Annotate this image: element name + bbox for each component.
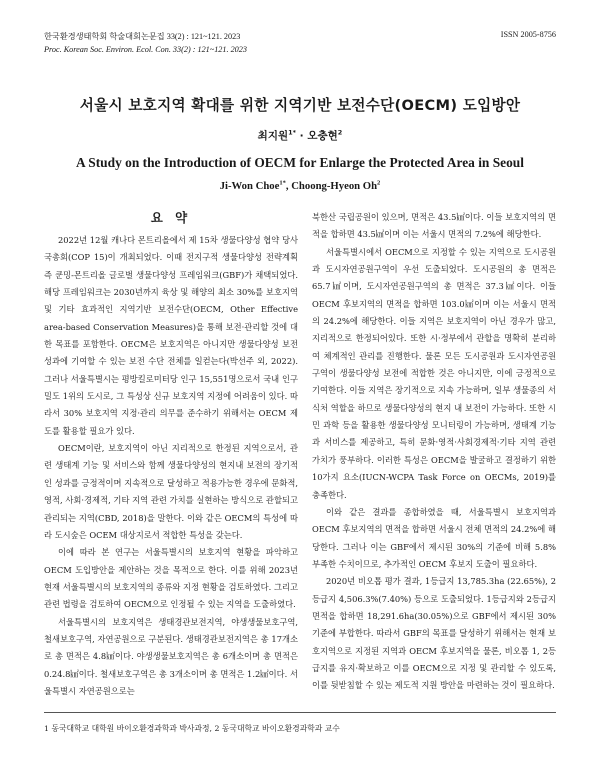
journal-citation-en: Proc. Korean Soc. Environ. Ecol. Con. 33(2) : 121~121. 2023 bbox=[44, 45, 247, 54]
english-authors bbox=[0, 180, 600, 192]
right-paragraph: 북한산 국립공원이 있으며, 면적은 43.5㎢이다. 이들 보호지역의 면적을 합하면 43.5㎢이며 이는 서울시 면적의 7.2%에 해당한다. bbox=[312, 212, 556, 240]
left-paragraph: OECM이란, 보호지역이 아닌 지리적으로 한정된 지역으로서, 관련 생태계 기능 및 서비스와 함께 생물다양성의 현지내 보전의 장기적인 성과를 긍정적이며 지속적으로 달성하고 적용가능한 경우에 문화적, 영적, 사회·경제적, 기타 지역 관련 가치를 실현하는 방식으로 관할되고 관리되는 지역(CBD, 2018)을 말한다. 이와 같은 OECM의 특성에 따라 도시숲은 OCEM 대상지로서 적합한 특성을 갖는다. bbox=[44, 443, 298, 540]
issn: ISSN 2005-8756 bbox=[500, 30, 556, 39]
author-1-affiliation-mark: 1* bbox=[288, 128, 297, 137]
left-paragraph: 이에 따라 본 연구는 서울특별시의 보호지역 현황을 파악하고 OECM 도입방안을 제안하는 것을 목적으로 한다. 이를 위해 2023년 현재 서울특별시의 보호지역의 종류와 지정 현황을 검토하였다. 그리고 관련 법령을 검토하여 OECM으로 인정될 수 있는 지역을 도출하였다. bbox=[44, 547, 298, 610]
footnote: 1 동국대학교 대학원 바이오환경과학과 박사과정, 2 동국대학교 바이오환경과학과 교수 bbox=[44, 724, 340, 733]
author-2-name-ko: 오충현 bbox=[307, 130, 338, 142]
author-2-name-en: Choong-Hyeon Oh bbox=[291, 180, 378, 192]
right-paragraph: 서울특별시에서 OECM으로 지정할 수 있는 지역으로 도시공원과 도시자연공원구역이 우선 도출되었다. 도시공원의 총 면적은 65.7㎢이며, 도시자연공원구역의 총 면적은 37.3㎢이다. 이들 OECM 후보지역의 면적을 합하면 103.0㎢이며 이는 서울시 면적의 24.2%에 해당한다. 이들 지역은 보호지역이 아닌 경우가 많고, 지리적으로 한정되어있다. 또한 시·정부에서 관할을 명확히 분리하여 체계적인 관리를 진행한다. 물론 모든 도시공원과 도시자연공원구역이 생물다양성 보전에 적합한 것은 아니지만, 이에 긍정적으로 기여한다. 이들 지역은 장기적으로 지속 가능하며, 일부 생물종의 서식처 역할을 하므로 생물다양성의 현지 내 보전이 가능하다. 또한 시민 과학 등을 활용한 생물다양성 모니터링이 가능하며, 생태계 기능과 서비스를 제공하고, 특히 문화·영적·사회경제적·기타 지역 관련 가치가 풍부하다. 이러한 특성은 OECM을 발굴하고 결정하기 위한 10가지 요소(IUCN-WCPA Task Force on OECMs, 2019)를 충족한다. bbox=[312, 246, 556, 500]
footnote-divider bbox=[44, 712, 556, 713]
korean-authors bbox=[0, 128, 600, 143]
korean-title: 서울시 보호지역 확대를 위한 지역기반 보전수단(OECM) 도입방안 bbox=[79, 97, 521, 114]
author-separator-en: , bbox=[285, 180, 292, 192]
author-1-name-ko: 최지원 bbox=[257, 130, 289, 142]
abstract-heading: 요 약 bbox=[150, 210, 192, 225]
author-2-affiliation-mark-en: 2 bbox=[377, 179, 381, 187]
english-title: A Study on the Introduction of OECM for Enlarge the Protected Area in Seoul bbox=[76, 155, 524, 170]
right-paragraph: 이와 같은 결과를 종합하였을 때, 서울특별시 보호지역과 OECM 후보지역의 면적을 합하면 서울시 전체 면적의 24.2%에 해당한다. 그러나 이는 GBF에서 제시된 30%의 기준에 비해 5.8% 부족한 수치이므로, 추가적인 OECM 후보지 도출이 필요하다. bbox=[312, 506, 556, 569]
left-paragraph: 서울특별시의 보호지역은 생태경관보전지역, 야생생물보호구역, 철새보호구역, 자연공원으로 구분된다. 생태경관보전지역은 총 17개소로 총 면적은 4.8㎢이다. 야생생물보호지역은 총 6개소이며 총 면적은 0.24.8㎢이다. 철새보호구역은 총 3개소이며 총 면적은 1.2㎢이다. 서울특별시 자연공원으로는 bbox=[44, 616, 298, 696]
author-1-name-en: Ji-Won Choe bbox=[219, 180, 280, 192]
right-paragraph: 2020년 비오톱 평가 결과, 1등급지 13,785.3ha (22.65%), 2등급지 4,506.3%(7.40%) 등으로 도출되었다. 1등급지와 2등급지 면적을 합하면 18,291.6ha(30.05%)으로 GBF에서 제시된 30% 기준에 부합한다. 따라서 GBF의 목표를 달성하기 위해서는 현재 보호지역으로 지정된 지역과 OECM 후보지역을 물론, 비오톱 1, 2등급지를 유지·확보하고 이를 OECM으로 지정 및 관리할 수 있도록, 이를 뒷받침할 수 있는 제도적 지원 방안을 마련하는 것이 필요하다. bbox=[312, 576, 556, 691]
journal-header bbox=[44, 30, 247, 56]
author-2-affiliation-mark: 2 bbox=[337, 128, 343, 137]
journal-citation-ko: 한국환경생태학회 학술대회논문집 33(2) : 121~121. 2023 bbox=[44, 32, 241, 41]
right-column bbox=[312, 209, 556, 695]
left-column bbox=[44, 210, 298, 700]
left-paragraph: 2022년 12월 캐나다 몬트리올에서 제 15차 생물다양성 협약 당사국총회(COP 15)이 개최되었다. 이때 전지구적 생물다양성 전략계획 즉 쿤밍-몬트리올 글로벌 생물다양성 프레임워크(GBF)가 채택되었다. 해당 프레임워크는 2030년까지 육상 및 해양의 최소 30%를 보호지역 및 기타 효과적인 지역기반 보전수단(OECM, Other Effective area-based Conservation Measures)을 통해 보전·관리할 것에 대한 목표를 포함한다. OECM은 보호지역은 아니지만 생물다양성 보전 성과에 기여할 수 있는 보전 수단 전체를 일컫는다(박선주 외, 2022). 그러나 서울특별시는 평방킬로미터당 인구 15,551명으로서 국내 인구 밀도 1위의 도시로, 그 특성상 신규 보호지역 지정에 어려움이 있다. 따라서 30% 보호지역 지정·관리 의무를 준수하기 위해서는 OECM 제도를 활용할 필요가 있다. bbox=[44, 235, 298, 436]
author-1-affiliation-mark-en: 1* bbox=[279, 179, 286, 187]
author-separator: · bbox=[296, 130, 308, 142]
